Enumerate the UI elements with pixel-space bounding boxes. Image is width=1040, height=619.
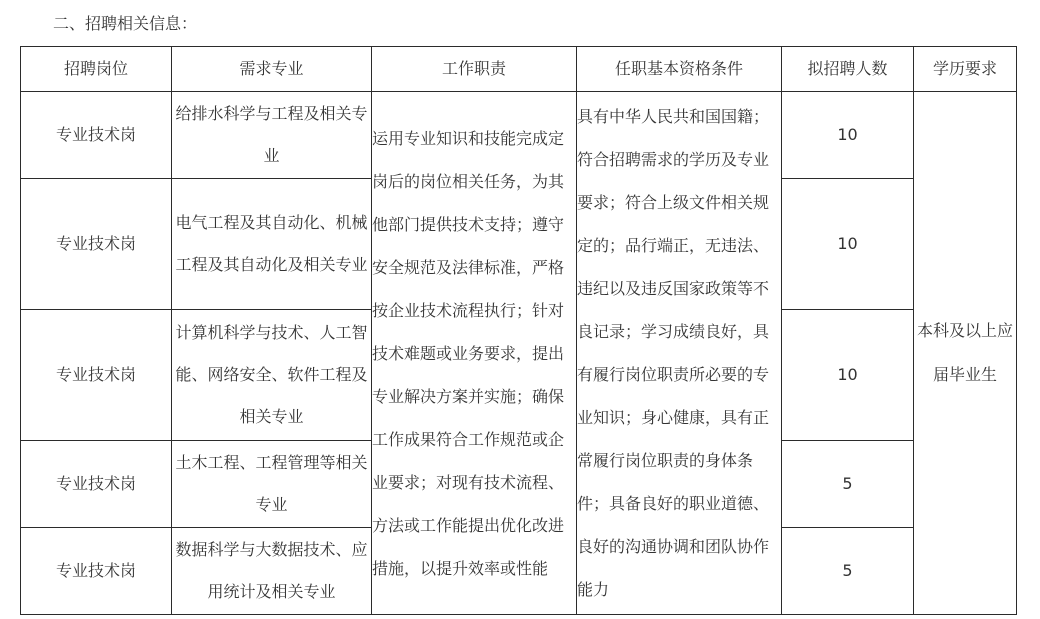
major-cell: 电气工程及其自动化、机械工程及其自动化及相关专业 xyxy=(172,179,372,310)
post-cell: 专业技术岗 xyxy=(21,92,172,179)
header-qualification: 任职基本资格条件 xyxy=(577,47,782,92)
count-cell: 10 xyxy=(782,179,914,310)
header-education: 学历要求 xyxy=(914,47,1017,92)
count-cell: 5 xyxy=(782,441,914,528)
header-count: 拟招聘人数 xyxy=(782,47,914,92)
recruitment-table xyxy=(20,46,1017,615)
qualification-cell: 具有中华人民共和国国籍；符合招聘需求的学历及专业要求；符合上级文件相关规定的；品行端正，无违法、违纪以及违反国家政策等不良记录；学习成绩良好，具有履行岗位职责所必要的专业知识；身心健康，具有正常履行岗位职责的身体条件；具备良好的职业道德、良好的沟通协调和团队协作能力 xyxy=(577,92,782,615)
header-post: 招聘岗位 xyxy=(21,47,172,92)
education-cell: 本科及以上应届毕业生 xyxy=(914,92,1017,615)
count-cell: 5 xyxy=(782,528,914,615)
major-cell: 计算机科学与技术、人工智能、网络安全、软件工程及相关专业 xyxy=(172,310,372,441)
post-cell: 专业技术岗 xyxy=(21,528,172,615)
table-row xyxy=(21,92,1017,179)
major-cell: 数据科学与大数据技术、应用统计及相关专业 xyxy=(172,528,372,615)
major-cell: 给排水科学与工程及相关专业 xyxy=(172,92,372,179)
header-duty: 工作职责 xyxy=(372,47,577,92)
header-major: 需求专业 xyxy=(172,47,372,92)
count-cell: 10 xyxy=(782,310,914,441)
table-header-row xyxy=(21,47,1017,92)
section-heading: 二、招聘相关信息： xyxy=(53,14,198,33)
post-cell: 专业技术岗 xyxy=(21,441,172,528)
post-cell: 专业技术岗 xyxy=(21,179,172,310)
post-cell: 专业技术岗 xyxy=(21,310,172,441)
major-cell: 土木工程、工程管理等相关专业 xyxy=(172,441,372,528)
count-cell: 10 xyxy=(782,92,914,179)
duty-cell: 运用专业知识和技能完成定岗后的岗位相关任务，为其他部门提供技术支持；遵守安全规范及法律标准，严格按企业技术流程执行；针对技术难题或业务要求，提出专业解决方案并实施；确保工作成果符合工作规范或企业要求；对现有技术流程、方法或工作能提出优化改进措施，以提升效率或性能 xyxy=(372,92,577,615)
